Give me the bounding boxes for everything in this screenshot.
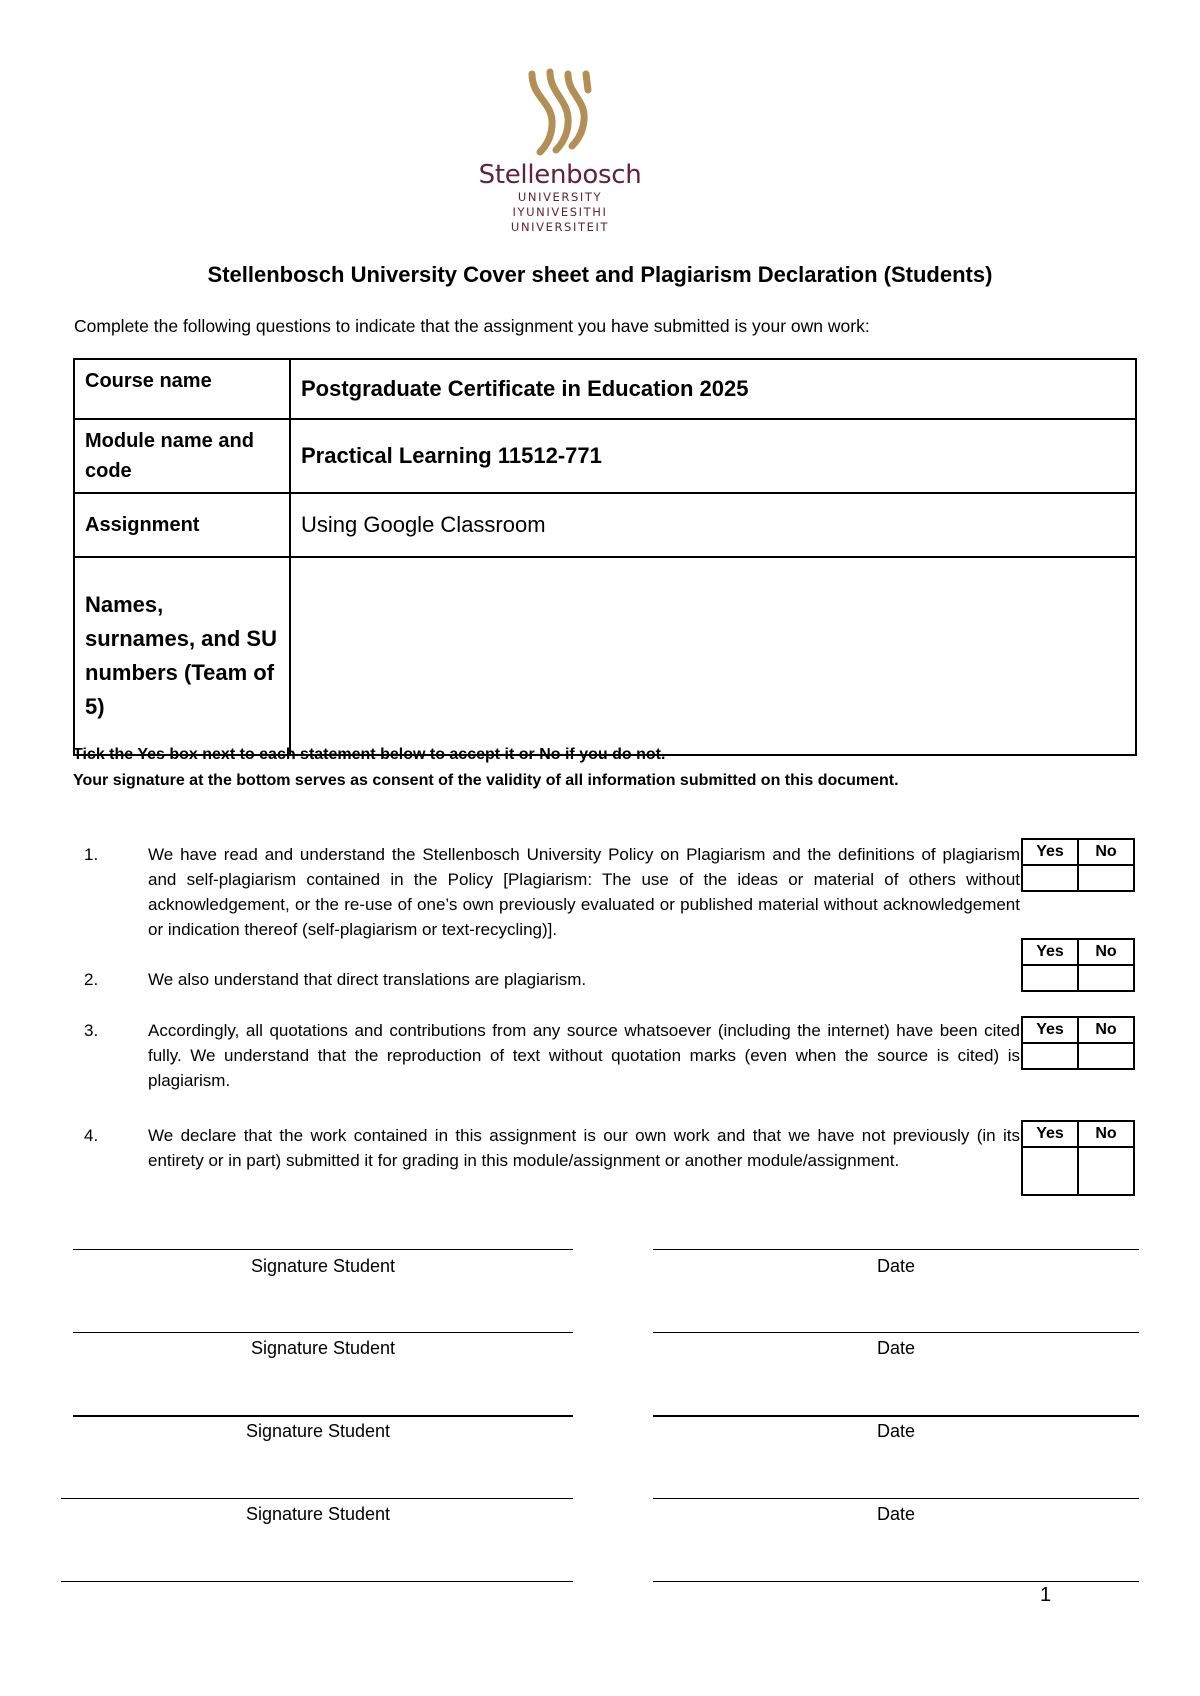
assignment-field[interactable]: Using Google Classroom (290, 493, 1136, 557)
yes-no-box-3 (1021, 1016, 1135, 1070)
instruction-signature: Your signature at the bottom serves as consent of the validity of all information submitted on this document. (73, 772, 899, 789)
yes-label: Yes (1022, 939, 1078, 965)
yes-no-box-4 (1021, 1120, 1135, 1196)
signature-student-label: Signature Student (250, 1338, 396, 1358)
yes-label: Yes (1022, 1121, 1078, 1147)
table-row (74, 419, 1136, 493)
page-number: 1 (1040, 1584, 1052, 1606)
statement-text: We have read and understand the Stellenbosch University Policy on Plagiarism and the definitions of plagiarism and self-plagiarism contained in the Policy [Plagiarism: The use of the ideas or material of others without acknowledgement, or the re-use of one’s own previously evaluated or published material without acknowledgement or indication thereof (self-plagiarism or text-recycling)]. (148, 845, 1020, 939)
yes-no-box-1 (1021, 838, 1135, 892)
course-name-field[interactable]: Postgraduate Certificate in Education 2025 (290, 359, 1136, 419)
table-row (74, 557, 1136, 755)
logo-sub-iyunivesithi: IYUNIVESITHI (512, 205, 608, 219)
instruction-tick: Tick the Yes box next to each statement below to accept it or No if you do not. (73, 746, 666, 763)
no-label: No (1078, 939, 1134, 965)
date-line[interactable] (653, 1332, 1139, 1333)
signature-line[interactable] (61, 1498, 573, 1499)
yes-label: Yes (1022, 839, 1078, 865)
statement-number: 1. (84, 845, 99, 864)
yes-checkbox[interactable] (1022, 1043, 1078, 1069)
date-line[interactable] (653, 1498, 1139, 1499)
yes-no-box-2 (1021, 938, 1135, 992)
date-label: Date (876, 1421, 916, 1441)
signature-line[interactable] (61, 1581, 573, 1582)
signature-student-label: Signature Student (245, 1421, 391, 1441)
date-label: Date (876, 1256, 916, 1276)
date-line[interactable] (653, 1581, 1139, 1582)
yes-checkbox[interactable] (1022, 965, 1078, 991)
statement-text: Accordingly, all quotations and contributions from any source whatsoever (including the internet) have been cited fully. We understand that the reproduction of text without quotation marks (even when the source is cited) is plagiarism. (148, 1021, 1020, 1090)
names-label: Names, surnames, and SU numbers (Team of 5) (74, 557, 290, 755)
yes-label: Yes (1022, 1017, 1078, 1043)
statement-number: 4. (84, 1126, 99, 1145)
statement-number: 3. (84, 1021, 99, 1040)
date-label: Date (876, 1504, 916, 1524)
no-checkbox[interactable] (1078, 1147, 1134, 1195)
module-field[interactable]: Practical Learning 11512-771 (290, 419, 1136, 493)
signature-line[interactable] (73, 1415, 573, 1417)
logo-sub-university: UNIVERSITY (517, 190, 603, 204)
date-line[interactable] (653, 1249, 1139, 1250)
stellenbosch-crest-icon (524, 68, 596, 158)
statement-text: We also understand that direct translations are plagiarism. (148, 970, 587, 989)
signature-line[interactable] (73, 1249, 573, 1250)
table-row (74, 359, 1136, 419)
document-title: Stellenbosch University Cover sheet and Plagiarism Declaration (Students) (207, 262, 993, 287)
intro-text: Complete the following questions to indicate that the assignment you have submitted is your own work: (74, 316, 870, 336)
assignment-label: Assignment (74, 493, 290, 557)
date-label: Date (876, 1338, 916, 1358)
table-row (74, 493, 1136, 557)
signature-line[interactable] (73, 1332, 573, 1333)
statement-text: We declare that the work contained in this assignment is our own work and that we have not previously (in its entirety or in part) submitted it for grading in this module/assignment or another module/assignment. (148, 1126, 1020, 1170)
date-line[interactable] (653, 1415, 1139, 1417)
no-label: No (1078, 839, 1134, 865)
no-label: No (1078, 1121, 1134, 1147)
yes-checkbox[interactable] (1022, 865, 1078, 891)
course-info-table (73, 358, 1137, 756)
no-checkbox[interactable] (1078, 965, 1134, 991)
logo-sub-universiteit: UNIVERSITEIT (510, 220, 610, 234)
logo-name: Stellenbosch (478, 160, 642, 190)
names-field[interactable] (290, 557, 1136, 755)
signature-student-label: Signature Student (250, 1256, 396, 1276)
yes-checkbox[interactable] (1022, 1147, 1078, 1195)
statement-number: 2. (84, 970, 99, 989)
course-name-label: Course name (74, 359, 290, 419)
signature-student-label: Signature Student (245, 1504, 391, 1524)
university-logo (470, 68, 650, 235)
no-checkbox[interactable] (1078, 1043, 1134, 1069)
no-checkbox[interactable] (1078, 865, 1134, 891)
module-label: Module name and code (74, 419, 290, 493)
no-label: No (1078, 1017, 1134, 1043)
